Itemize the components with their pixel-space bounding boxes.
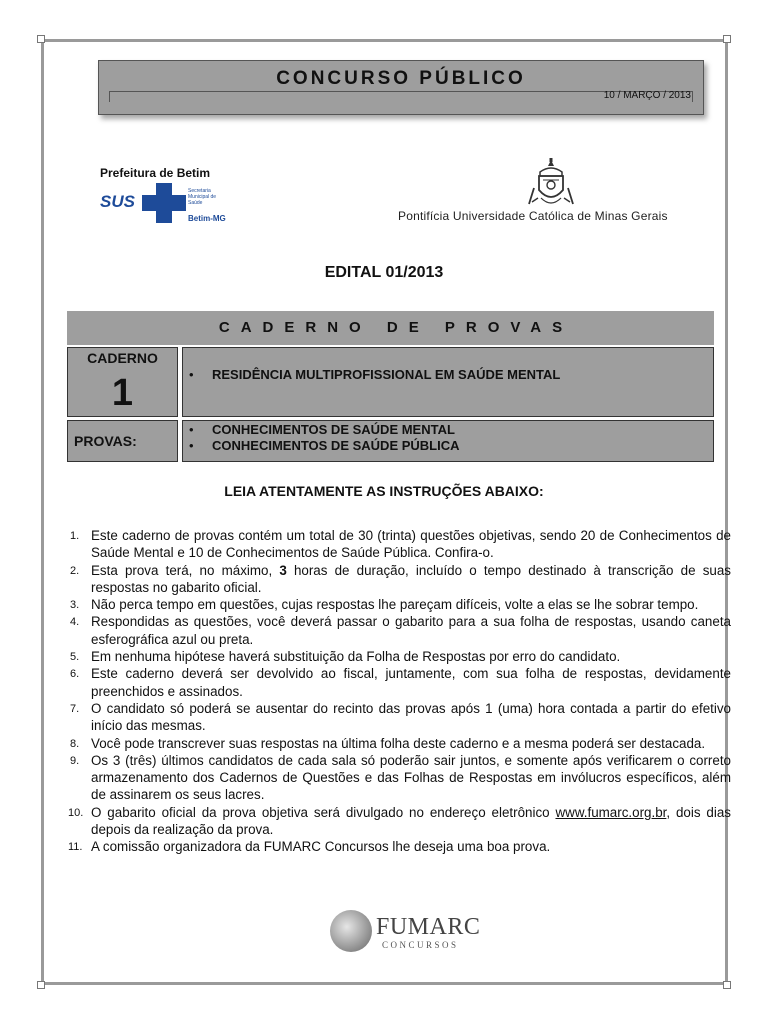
provas-list-cell [182,420,714,462]
instructions-heading: LEIA ATENTAMENTE AS INSTRUÇÕES ABAIXO: [224,483,544,499]
fumarc-emblem-icon [330,910,372,952]
caderno-number-cell [67,347,178,417]
edital-title: EDITAL 01/2013 [324,264,444,281]
instruction-item: 7. O candidato só poderá se ausentar do recinto das provas após 1 (uma) hora contada a partir do efetivo início das mesmas. [70,700,731,734]
prova-item: • CONHECIMENTOS DE SAÚDE MENTAL [189,422,455,437]
prova-item: • CONHECIMENTOS DE SAÚDE PÚBLICA [189,438,460,453]
puc-minas-logo [398,158,706,228]
fumarc-logo [330,910,481,952]
instruction-item: 1. Este caderno de provas contém um total de 30 (trinta) questões objetivas, sendo 20 de Conhecimentos de Saúde Mental e 10 de Conhecimentos de Saúde Pública. Confira-o. [70,528,731,561]
instruction-item: 8. Você pode transcrever suas respostas na última folha deste caderno e a mesma poderá ser destacada. [70,735,706,751]
instruction-10-text: O gabarito oficial da prova objetiva será divulgado no endereço eletrônico www.fumarc.org.br, dois dias depois da realização da prova. [91,804,731,838]
instruction-item: 3. Não perca tempo em questões, cujas respostas lhe pareçam difíceis, volte a elas se lhe sobrar tempo. [70,597,699,613]
fumarc-name: FUMARC [376,914,481,940]
residencia-cell [182,347,714,417]
puc-name: Pontifícia Universidade Católica de Minas Gerais [398,209,668,223]
betim-title: Prefeitura de Betim [100,166,211,180]
betim-secretaria: Secretaria Municipal de Saúde [188,188,217,206]
exam-date: 10 / MARÇO / 2013 [603,90,691,101]
instructions-list [70,527,731,856]
caderno-de-provas-header: CADERNO DE PROVAS [67,311,714,345]
frame-corner [37,35,45,43]
sus-text: SUS [100,192,135,211]
provas-label-cell [67,420,178,462]
caderno-label: CADERNO [87,350,158,366]
instruction-item: 11. A comissão organizadora da FUMARC Concursos lhe deseja uma boa prova. [68,839,551,855]
betim-city: Betim-MG [188,214,226,223]
frame-corner [723,35,731,43]
fumarc-url-link[interactable]: www.fumarc.org.br [555,804,667,820]
caderno-number: 1 [111,372,134,414]
residencia-item: • RESIDÊNCIA MULTIPROFISSIONAL EM SAÚDE MENTAL [189,367,560,382]
provas-label: PROVAS: [74,433,137,449]
prefeitura-betim-logo [100,166,226,226]
header-banner [98,60,704,115]
frame-corner [37,981,45,989]
frame-corner [723,981,731,989]
health-cross-icon [142,183,186,223]
page-title: CONCURSO PÚBLICO [276,68,526,89]
instruction-2-text: Esta prova terá, no máximo, 3 horas de duração, incluído o tempo destinado à transcrição de suas respostas no gabarito oficial. [91,562,731,595]
instruction-item: 5. Em nenhuma hipótese haverá substituição da Folha de Respostas por erro do candidato. [70,649,621,665]
instruction-item: 6. Este caderno deverá ser devolvido ao fiscal, juntamente, com sua folha de respostas, devidamente preenchidos e assinados. [70,666,731,699]
instruction-item: 9. Os 3 (três) últimos candidatos de cada sala só poderão sair juntos, e somente após verificarem o correto armazenamento dos Cadernos de Questões e das Folhas de Respostas em invólucros específicos, além de assinarem os seus lacres. [70,752,731,803]
fumarc-subtitle: CONCURSOS [382,940,459,950]
instruction-item: 2. Esta prova terá, no máximo, 3 horas de duração, incluído o tempo destinado à transcrição de suas respostas no gabarito oficial. [70,562,731,595]
instruction-item: 4. Respondidas as questões, você deverá passar o gabarito para a sua folha de respostas, usando caneta esferográfica azul ou preta. [70,614,731,647]
puc-crest-icon [526,158,576,208]
instruction-item: 10. O gabarito oficial da prova objetiva será divulgado no endereço eletrônico www.fumarc.org.br, dois dias depois da realização da prova. [68,804,731,838]
